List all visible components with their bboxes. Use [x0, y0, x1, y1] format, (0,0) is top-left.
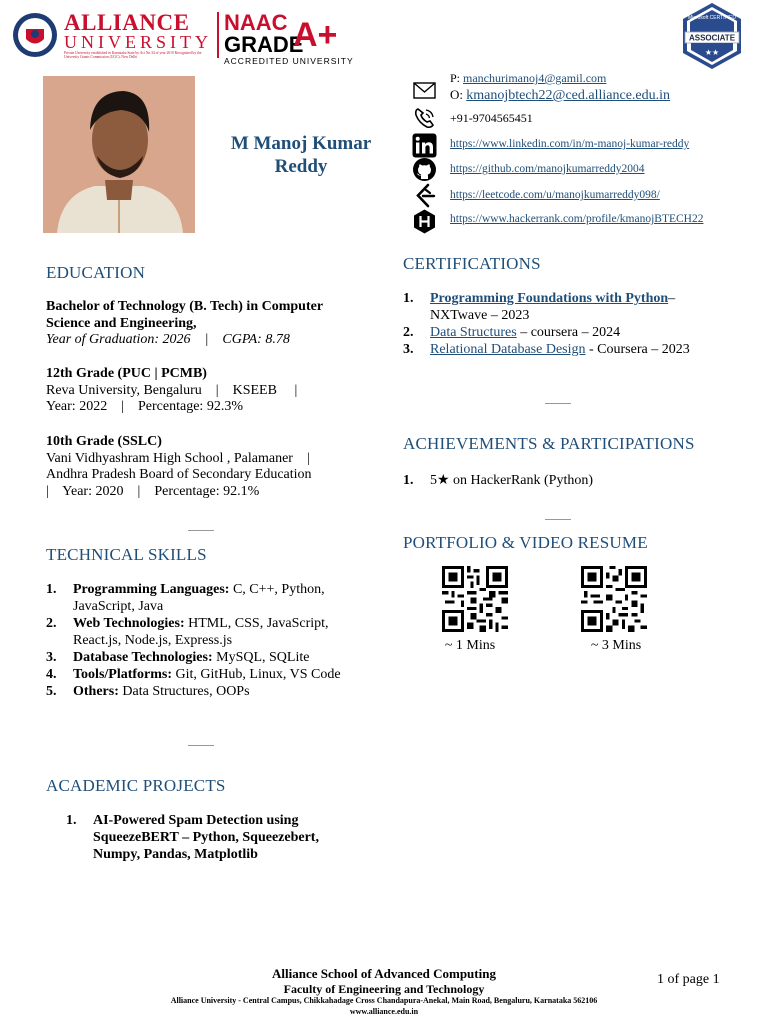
certification-detail: – NXTwave – 2023 — [430, 291, 676, 323]
portfolio-heading: PORTFOLIO & VIDEO RESUME — [403, 533, 648, 552]
btech-title: Bachelor of Technology (B. Tech) in Computer Science and Engineering, — [46, 299, 323, 331]
technical-skills-heading: TECHNICAL SKILLS — [46, 545, 207, 564]
g10-title: 10th Grade (SSLC) — [46, 434, 162, 449]
footer-faculty: Faculty of Engineering and Technology — [283, 982, 485, 996]
skill-value: Git, GitHub, Linux, VS Code — [172, 667, 341, 682]
g10-school-row — [46, 451, 366, 468]
university-name: ALLIANCE — [64, 10, 190, 35]
envelope-icon — [412, 78, 437, 103]
linkedin-link[interactable]: https://www.linkedin.com/in/m-manoj-kumar-reddy — [450, 138, 690, 150]
candidate-name: M Manoj Kumar Reddy — [230, 133, 372, 177]
technical-skills-list — [46, 581, 364, 700]
badge-label: ASSOCIATE — [688, 33, 736, 43]
university-logo — [12, 10, 354, 66]
achievement-item — [403, 472, 703, 489]
certification-number: 2. — [403, 325, 414, 340]
g10-percentage: Percentage: 92.1% — [154, 483, 260, 499]
skill-label: Tools/Platforms: — [73, 667, 173, 682]
g12-year: Year: 2022 — [46, 399, 108, 414]
certification-link[interactable]: Relational Database Design — [430, 342, 586, 357]
skill-number: 1. — [46, 582, 57, 597]
email-personal-row — [450, 71, 606, 86]
phone-icon — [412, 106, 437, 131]
academic-projects-list — [66, 812, 356, 863]
skill-value: Data Structures, OOPs — [118, 684, 250, 699]
g12-board: KSEEB — [232, 382, 277, 398]
g10-year: Year: 2020 — [62, 483, 124, 499]
qr-caption-portfolio: ~ 1 Mins — [444, 638, 496, 653]
g10-year-row — [46, 484, 366, 501]
g12-school: Reva University, Bengaluru — [46, 382, 202, 398]
email-official-link[interactable]: kmanojbtech22@ced.alliance.edu.in — [466, 88, 671, 103]
naac-label: NAAC — [224, 10, 288, 35]
footer-school: Alliance School of Advanced Computing — [272, 966, 496, 981]
badge-top-text: Microsoft CERTIFIED — [688, 15, 736, 21]
section-divider — [188, 530, 214, 531]
github-link[interactable]: https://github.com/manojkumarreddy2004 — [450, 163, 645, 175]
email-personal-prefix: P: — [450, 71, 461, 85]
skill-item — [46, 666, 364, 683]
skill-number: 3. — [46, 650, 57, 665]
project-text: AI-Powered Spam Detection using SqueezeBERT – Python, Squeezebert, Numpy, Pandas, Matplotlib — [93, 813, 319, 862]
certification-item — [403, 341, 703, 358]
linkedin-icon — [412, 133, 437, 158]
skill-number: 2. — [46, 616, 57, 631]
g10-separator-3: | — [137, 483, 141, 499]
g10-separator-2: | — [46, 483, 49, 499]
g12-separator-1: | — [215, 382, 219, 398]
leetcode-link[interactable]: https://leetcode.com/u/manojkumarreddy098/ — [450, 189, 660, 201]
btech-cgpa: CGPA: 8.78 — [222, 332, 290, 347]
skill-label: Database Technologies: — [73, 650, 213, 665]
skill-value: MySQL, SQLite — [212, 650, 310, 665]
g12-year-row — [46, 399, 366, 416]
qr-caption-video-resume: ~ 3 Mins — [590, 638, 642, 653]
certification-item — [403, 290, 703, 324]
certification-detail: – coursera – 2024 — [516, 325, 621, 340]
email-official-prefix: O: — [450, 87, 463, 102]
skill-label: Programming Languages: — [73, 582, 230, 597]
university-small-print: Private University established in Karnataka State by Act No.34 of year 2010 Recognized by the University Grants Commission (UGC), New Delhi — [64, 51, 202, 60]
g10-board: Andhra Pradesh Board of Secondary Education — [46, 467, 312, 482]
skill-label: Web Technologies: — [73, 616, 185, 631]
naac-grade-mark — [224, 10, 354, 66]
certification-number: 1. — [403, 291, 414, 306]
certifications-list — [403, 290, 703, 358]
section-divider — [188, 745, 214, 746]
education-10th — [46, 434, 366, 500]
grade-label: GRADE — [224, 32, 304, 57]
achievements-list — [403, 472, 703, 489]
skill-item — [46, 649, 364, 666]
certification-link[interactable]: Data Structures — [430, 325, 517, 340]
education-heading: EDUCATION — [46, 263, 146, 282]
hackerrank-icon — [412, 209, 437, 234]
skill-value: C, C++, Python, JavaScript, Java — [73, 582, 325, 614]
btech-details — [46, 332, 366, 349]
g10-separator-1: | — [306, 450, 310, 466]
skill-item — [46, 683, 364, 700]
footer-address: Alliance University - Central Campus, Chikkahadage Cross Chandapura-Anekal, Main Road, Bengaluru, Karnataka 562106 — [170, 996, 598, 1005]
education-12th — [46, 366, 366, 416]
skill-item — [46, 615, 364, 649]
g12-percentage: Percentage: 92.3% — [138, 399, 243, 414]
email-personal-link[interactable]: manchurimanoj4@gamil.com — [463, 71, 607, 85]
skill-value: HTML, CSS, JavaScript, React.js, Node.js, Express.js — [73, 616, 329, 648]
leetcode-icon — [412, 183, 437, 208]
g12-school-row — [46, 383, 366, 400]
project-item — [66, 812, 356, 863]
section-divider — [545, 403, 571, 404]
hackerrank-link[interactable]: https://www.hackerrank.com/profile/kmanojBTECH22 — [450, 213, 704, 225]
certification-link[interactable]: Programming Foundations with Python — [430, 291, 669, 306]
page-number: 1 of page 1 — [657, 972, 720, 987]
profile-photo — [43, 76, 195, 233]
certification-item — [403, 324, 703, 341]
email-official-row — [450, 87, 670, 104]
academic-projects-heading: ACADEMIC PROJECTS — [46, 776, 226, 795]
person-portrait-icon — [43, 76, 195, 233]
portfolio-qr-code-icon[interactable] — [440, 566, 510, 632]
grade-value: A+ — [293, 16, 338, 54]
certification-number: 3. — [403, 342, 414, 357]
g12-title: 12th Grade (PUC | PCMB) — [46, 366, 207, 381]
university-wordmark — [64, 12, 214, 60]
skill-number: 5. — [46, 684, 57, 699]
certifications-heading: CERTIFICATIONS — [403, 254, 541, 273]
g12-separator-2: | — [294, 382, 298, 398]
certification-detail: - Coursera – 2023 — [585, 342, 690, 357]
project-number: 1. — [66, 813, 77, 828]
achievement-number: 1. — [403, 473, 414, 488]
microsoft-associate-badge-icon — [681, 2, 743, 70]
btech-year: Year of Graduation: 2026 — [46, 332, 191, 347]
achievements-heading: ACHIEVEMENTS & PARTICIPATIONS — [403, 434, 695, 453]
badge-stars: ★★ — [704, 48, 720, 57]
skill-item — [46, 581, 364, 615]
university-sub: UNIVERSITY — [64, 32, 212, 52]
btech-separator: | — [204, 332, 209, 347]
education-btech — [46, 299, 366, 349]
achievement-text: 5★ on HackerRank (Python) — [430, 473, 594, 488]
g12-separator-3: | — [121, 399, 125, 414]
g10-school: Vani Vidhyashram High School , Palamaner — [46, 450, 293, 466]
section-divider — [545, 519, 571, 520]
footer-website: www.alliance.edu.in — [349, 1007, 419, 1016]
phone-number[interactable]: +91-9704565451 — [450, 111, 533, 125]
skill-number: 4. — [46, 667, 57, 682]
github-icon — [412, 157, 437, 182]
video-resume-qr-code-icon[interactable] — [579, 566, 649, 632]
university-crest-icon — [12, 12, 58, 58]
accredited-label: ACCREDITED UNIVERSITY — [224, 56, 354, 66]
logo-divider — [217, 12, 219, 58]
skill-label: Others: — [73, 684, 119, 699]
